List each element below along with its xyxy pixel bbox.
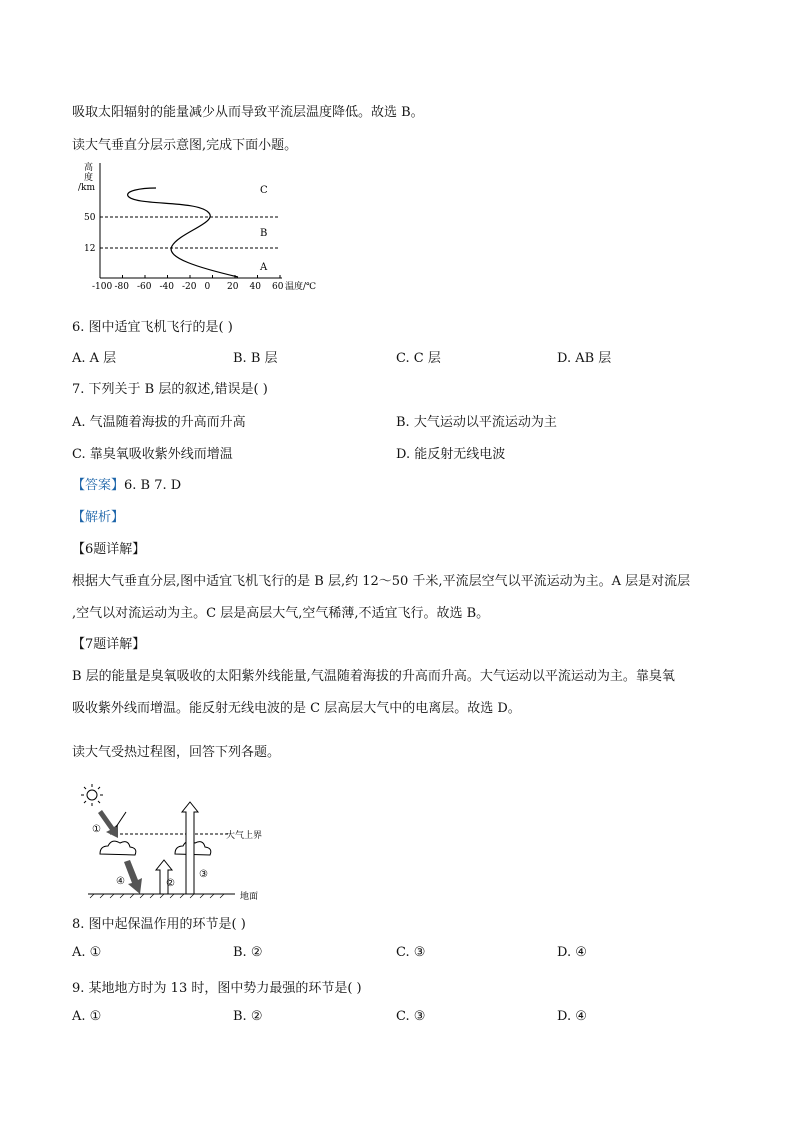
q6-option-b[interactable]: B. B 层 [233,351,278,366]
x-tick-label: -80 [114,282,129,292]
y-tick-label: 12 [84,244,96,254]
x-tick-label: -60 [137,282,152,292]
question-9: 9. 某地地方时为 13 时，图中势力最强的环节是( ) [72,981,362,996]
text-line: ,空气以对流运动为主。C 层是高层大气,空气稀薄,不适宜飞行。故选 B。 [72,606,490,621]
x-tick-label: 40 [249,282,261,292]
layer-a-label: A [260,262,268,273]
q9-option-a[interactable]: A. ① [72,1009,102,1024]
x-tick-label: -20 [182,282,197,292]
q8-option-a[interactable]: A. ① [72,945,102,960]
ground-absorb-arrow [124,860,142,894]
q8-option-d[interactable]: D. ④ [557,945,587,960]
y-axis-label: 度 [84,173,94,183]
question-8: 8. 图中起保温作用的环节是( ) [72,917,246,932]
q6-option-a[interactable]: A. A 层 [72,351,117,366]
text-line: B 层的能量是臭氧吸收的太阳紫外线能量,气温随着海拔的升高而升高。大气运动以平流运动为主。靠臭氧 [72,669,675,684]
q7-option-a[interactable]: A. 气温随着海拔的升高而升高 [72,415,246,430]
sun-icon [81,784,103,806]
answer-tag: 【答案】 [72,478,125,493]
svg-text:④: ④ [116,876,125,887]
y-tick-label: 50 [84,213,96,223]
q9-option-c[interactable]: C. ③ [396,1009,426,1024]
q7-option-b[interactable]: B. 大气运动以平流运动为主 [396,415,557,430]
x-tick-label: 60 [272,282,284,292]
question-7: 7. 下列关于 B 层的叙述,错误是( ) [72,382,268,397]
x-tick-label: 0 [204,282,211,292]
text-line: 根据大气垂直分层,图中适宜飞机飞行的是 B 层,约 12～50 千米,平流层空气以平流运动为主。A 层是对流层 [72,574,691,589]
y-axis-label: 高 [84,163,94,173]
detail-6-title: 【6题详解】 [72,542,146,557]
q9-option-d[interactable]: D. ④ [557,1009,587,1024]
svg-text:①: ① [92,824,101,835]
answer-text: 6. B 7. D [124,478,182,493]
ground-label: 地面 [240,892,259,902]
atmosphere-heating-figure [80,782,280,904]
q7-option-d[interactable]: D. 能反射无线电波 [396,447,506,462]
text-line: 吸收紫外线而增温。能反射无线电波的是 C 层高层大气中的电离层。故选 D。 [72,701,521,716]
q8-option-b[interactable]: B. ② [233,945,263,960]
atmosphere-top-label: 大气上界 [226,831,263,841]
q7-option-c[interactable]: C. 靠臭氧吸收紫外线而增温 [72,447,233,462]
detail-7-title: 【7题详解】 [72,637,146,652]
q9-option-b[interactable]: B. ② [233,1009,263,1024]
incoming-radiation-arrow [98,810,118,838]
text-line: 读大气受热过程图，回答下列各题。 [72,745,281,760]
svg-text:②: ② [166,878,175,889]
answer-line [72,474,181,493]
layer-b-label: B [260,228,268,239]
x-tick-label: -40 [159,282,174,292]
x-tick-label: -100 [92,282,113,292]
question-6: 6. 图中适宜飞机飞行的是( ) [72,320,233,335]
y-axis-label: /km [78,183,96,193]
x-tick-label: 20 [227,282,239,292]
atmosphere-layers-figure [70,158,340,298]
temperature-curve [128,188,238,277]
analysis-tag: 【解析】 [72,510,125,525]
text-line: 吸取太阳辐射的能量减少从而导致平流层温度降低。故选 B。 [72,105,424,120]
q8-option-c[interactable]: C. ③ [396,945,426,960]
text-line: 读大气垂直分层示意图,完成下面小题。 [72,138,298,153]
svg-text:③: ③ [199,869,208,880]
layer-c-label: C [260,185,268,196]
x-axis-label: 温度/℃ [285,282,317,292]
q6-option-c[interactable]: C. C 层 [396,351,441,366]
q6-option-d[interactable]: D. AB 层 [557,351,612,366]
